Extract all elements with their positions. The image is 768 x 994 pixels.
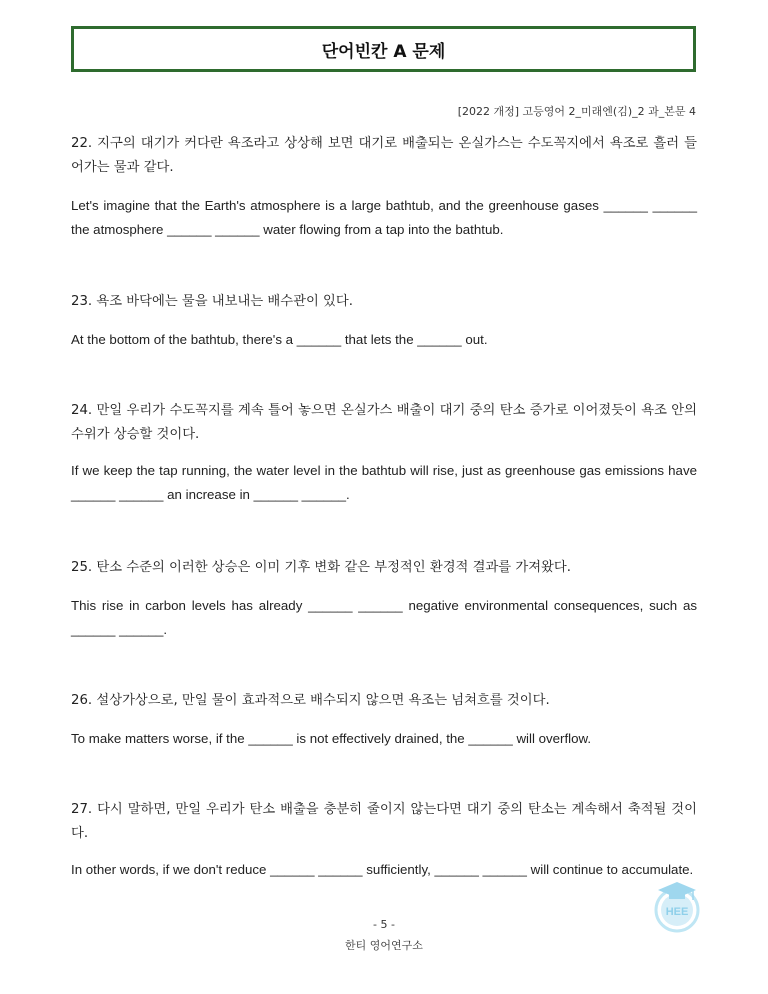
korean-sentence: 23. 욕조 바닥에는 물을 내보내는 배수관이 있다. bbox=[71, 294, 353, 309]
worksheet-title-box bbox=[71, 26, 696, 72]
source-label: [2022 개정] 고등영어 2_미래엔(김)_2 과_본문 4 bbox=[457, 105, 696, 118]
korean-sentence: 27. 다시 말하면, 만일 우리가 탄소 배출을 충분히 줄이지 않는다면 대기 중의 탄소는 계속해서 축적될 것이다. bbox=[71, 802, 697, 841]
question-26 bbox=[71, 689, 697, 751]
footer-org: 한티 영어연구소 bbox=[345, 939, 423, 952]
question-27 bbox=[71, 798, 697, 882]
logo-text: HEE bbox=[665, 906, 689, 918]
question-22 bbox=[71, 132, 697, 242]
english-sentence: If we keep the tap running, the water level in the bathtub will rise, just as greenhouse gas emissions have ______ ______ an increase in ______ ______. bbox=[71, 463, 697, 502]
korean-sentence: 26. 설상가상으로, 만일 물이 효과적으로 배수되지 않으면 욕조는 넘쳐흐를 것이다. bbox=[71, 693, 550, 708]
question-23 bbox=[71, 290, 697, 352]
korean-sentence: 22. 지구의 대기가 커다란 욕조라고 상상해 보면 대기로 배출되는 온실가스는 수도꼭지에서 욕조로 흘러 들어가는 물과 같다. bbox=[71, 136, 697, 175]
english-sentence: Let's imagine that the Earth's atmosphere is a large bathtub, and the greenhouse gases ______ ______ the atmosphere ______ ______ water flowing from a tap into the bathtub. bbox=[71, 198, 697, 237]
page-number: - 5 - bbox=[373, 918, 395, 931]
english-sentence: At the bottom of the bathtub, there's a ______ that lets the ______ out. bbox=[71, 332, 488, 347]
question-24 bbox=[71, 399, 697, 507]
english-sentence: This rise in carbon levels has already ______ ______ negative environmental consequences, such as ______ ______. bbox=[71, 598, 697, 637]
worksheet-title: 단어빈칸 A 문제 bbox=[321, 41, 446, 62]
english-sentence: To make matters worse, if the ______ is not effectively drained, the ______ will overflow. bbox=[71, 731, 592, 746]
korean-sentence: 24. 만일 우리가 수도꼭지를 계속 틀어 놓으면 온실가스 배출이 대기 중의 탄소 증가로 이어졌듯이 욕조 안의 수위가 상승할 것이다. bbox=[71, 403, 697, 442]
question-25 bbox=[71, 556, 697, 642]
korean-sentence: 25. 탄소 수준의 이러한 상승은 이미 기후 변화 같은 부정적인 환경적 결과를 가져왔다. bbox=[71, 560, 571, 575]
english-sentence: In other words, if we don't reduce ______ ______ sufficiently, ______ ______ will continue to accumulate. bbox=[71, 862, 694, 877]
